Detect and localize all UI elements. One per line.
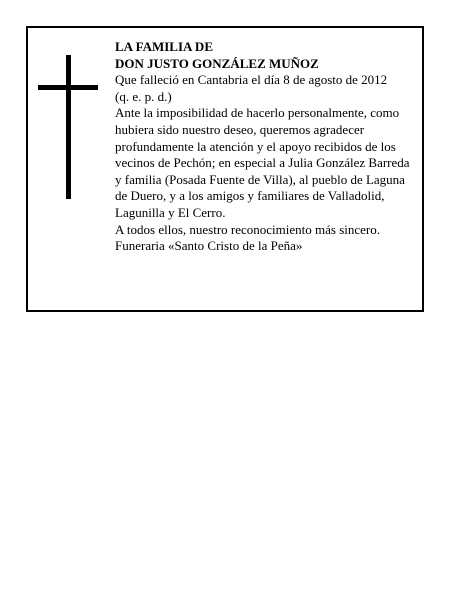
- obituary-notice: [26, 26, 424, 312]
- thanks-paragraph: Ante la imposibilidad de hacerlo personalmente, como hubiera sido nuestro deseo, queremos agradecer profundamente la atención y el apoyo recibidos de los vecinos de Pechón; en especial a Julia González Barreda y familia (Posada Fuente de Villa), al pueblo de Laguna de Duero, y a los amigos y familiares de Valladolid, Lagunilla y El Cerro.: [115, 105, 410, 220]
- notice-text: [115, 39, 419, 255]
- cross-horizontal-bar: [38, 85, 98, 90]
- cross-vertical-bar: [66, 55, 71, 199]
- heading-deceased-name: DON JUSTO GONZÁLEZ MUÑOZ: [115, 55, 319, 71]
- cross-icon: [38, 55, 98, 199]
- rest-in-peace: (q. e. p. d.): [115, 88, 172, 104]
- death-statement: Que falleció en Cantabria el día 8 de agosto de 2012: [115, 72, 388, 88]
- funeral-home-signature: Funeraria «Santo Cristo de la Peña»: [115, 238, 303, 254]
- closing-thanks: A todos ellos, nuestro reconocimiento más sincero.: [115, 221, 381, 237]
- heading-family: LA FAMILIA DE: [115, 39, 213, 54]
